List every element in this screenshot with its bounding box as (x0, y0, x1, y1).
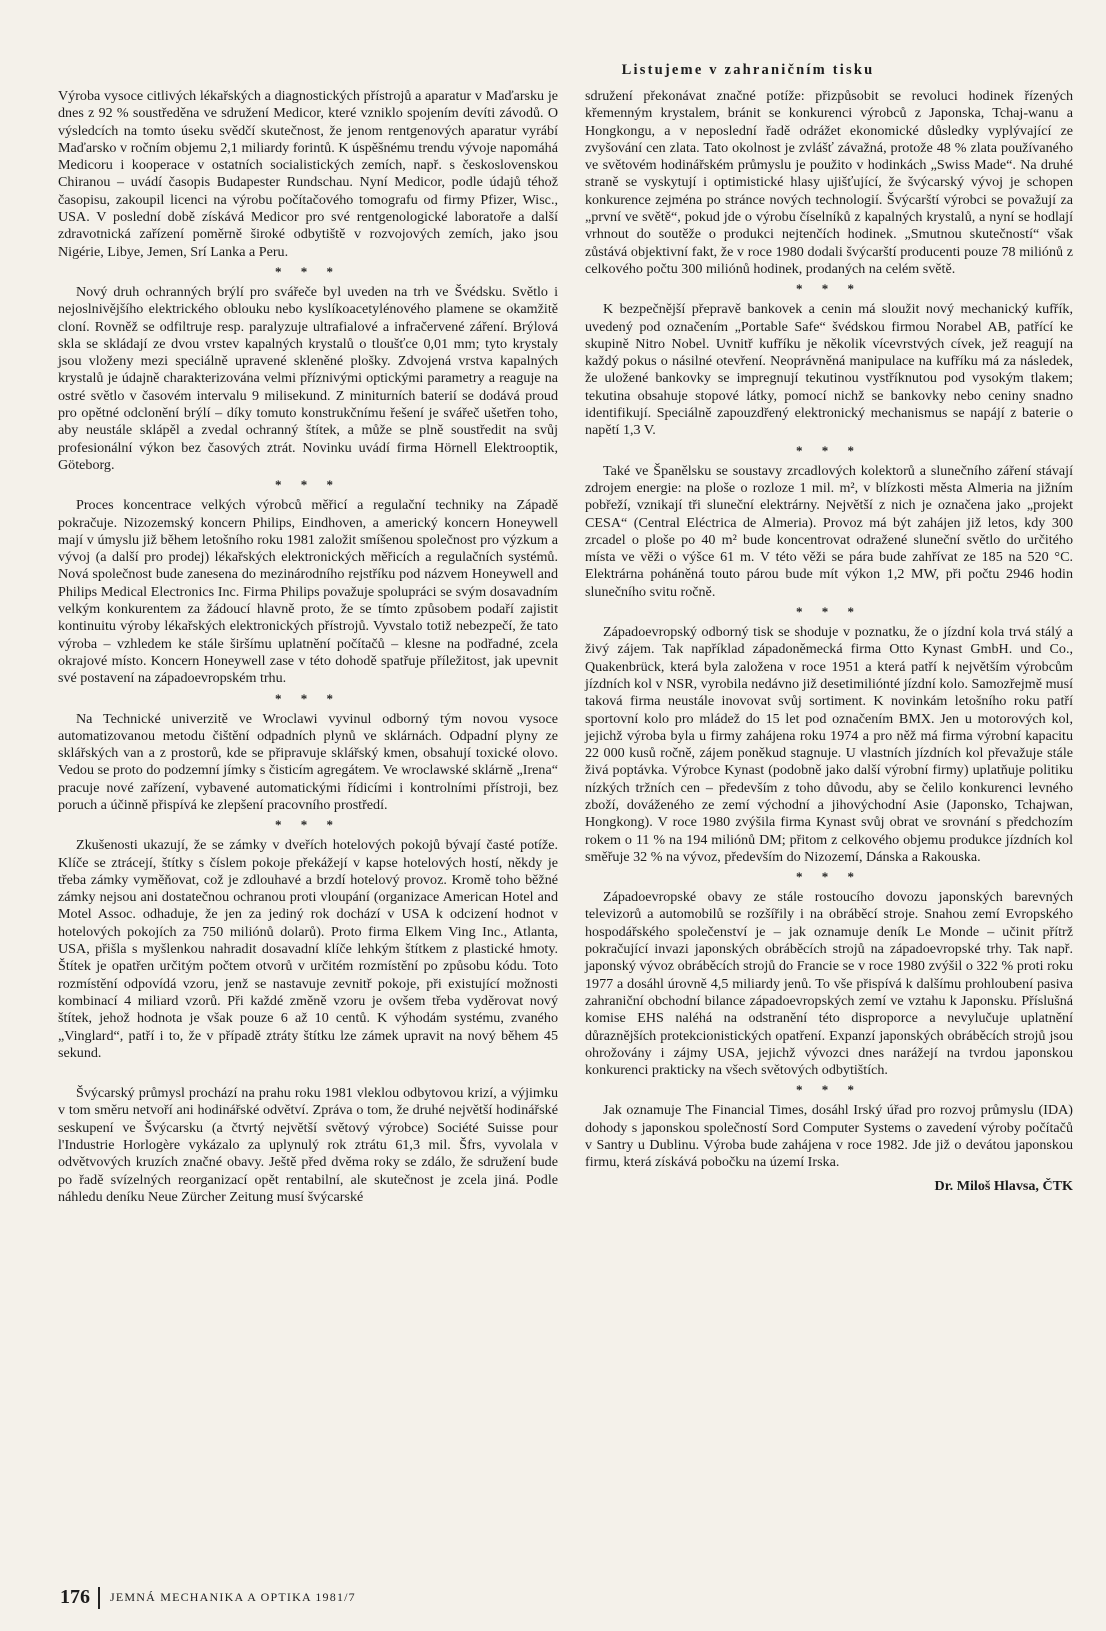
article-portable-safe: K bezpečnější přepravě bankovek a cenin má sloužit nový mechanický kufřík, uvedený pod označením „Portable Safe“ švédskou firmou Norabel AB, patřící ke skupině Nitro Nobel. Uvnitř kufříku je několik vícevrstvých cívek, jež reagují na každý pokus o násilné otevření. Neoprávněná manipulace na kufříku má za následek, že uložené bankovky se impregnují tekutinou vystříknutou pod vysokým tlakem; tekutina obsahuje stopové látky, pomocí nichž se bankovky nebo ceniny snadno identifikují. Speciálně zapouzdřený elektronický mechanismus se napájí z baterie o napětí 1,3 V. (585, 301, 1073, 439)
separator: * * * (275, 263, 341, 279)
article-machine-tools: Západoevropské obavy ze stále rostoucího dovozu japonských barevných televizorů a automobilů se rozšířily i na obráběcí stroje. Snahou zemí Evropského hospodářského společenství je – jak oznamuje deník Le Monde – učinit přítrž pokračující invazi japonských obráběcích strojů na západoevropské trhy. Tak např. japonský vývoz obráběcích strojů do Francie se v roce 1980 zvýšil o 322 % proti roku 1977 a dosáhl úrovně 4,5 miliardy jenů. To vše přispívá k dalšímu prohloubení pasiva zahraniční obchodní bilance západoevropských zemí ve vztahu k Japonsku. Příslušná komise EHS naléhá na odstranění této disproporce a nevylučuje uplatnění důraznějších protekcionistických opatření. Expanzí japonských obráběcích strojů jsou ohrožovány i zájmy USA, jejichž vývozci dnes narážejí na tvrdou japonskou konkurenci prakticky na všech světových odbytištích. (585, 889, 1073, 1079)
signature: Dr. Miloš Hlavsa, ČTK (934, 1177, 1073, 1194)
page-number: 176 (60, 1586, 90, 1608)
footer-divider (98, 1587, 100, 1609)
separator: * * * (275, 817, 341, 833)
article-welding-goggles: Nový druh ochranných brýlí pro svářeče byl uveden na trh ve Švédsku. Světlo i nejoslnivějšího elektrického oblouku nebo kyslíkoacetylénového plamene se okamžitě cloní. Rovněž se odfiltruje resp. paralyzuje ultrafialové a infračervené záření. Brýlová skla se skládají ze dvou vrstev kapalných krystalů o tloušťce 0,01 mm; tyto krystaly jsou vloženy mezi speciálně upravené skleněné plošky. Zdvojená vrstva kapalných krystalů je údajně charakterizována velmi příznivými optickými parametry a reaguje na ostré světlo v časovém intervalu 9 milisekund. Z miniturních baterií se dodává proud pro opětné odclonění brýlí – díky tomuto konstrukčnímu řešení je svářeč ušetřen toho, aby neustále sklápěl a zvedal ochranný štítek, a může se plně soustředit na svůj profesionální výkon bez časových ztrát. Novinku uvádí firma Hörnell Elektrooptik, Göteborg. (58, 283, 558, 473)
separator: * * * (275, 477, 341, 493)
article-swiss-watch-cont: sdružení překonávat značné potíže: přizpůsobit se revoluci hodinek řízených křemenným krystalem, bránit se konkurenci výrobců z Japonska, Tchaj-wanu a Hongkongu, a v neposlední řadě odrážet ekonomické důsledky vyplývající ze zvyšování cen zlata. Tato okolnost je zvlášť závažná, protože 48 % zlata používaného ve světovém hodinářském průmyslu je použito v hodinkách „Swiss Made“. Na druhé straně se vyskytují i optimistické hlasy ujišťující, že švýcarský vývoj je schopen konkurence zejména po stránce nových technologií. Švýcarští výrobci se považují za „první ve světě“, pokud jde o výrobu číselníků z kapalných krystalů, a nyní se hodlají vrhnout do soutěže o produkci nejtenčích hodinek. „Smutnou skutečností“ však zůstává objektivní fakt, že v roce 1980 dodali švýcarští producenti pouze 78 miliónů z celkového počtu 300 miliónů hodinek, prodaných na celém světě. (585, 88, 1073, 277)
left-column (58, 88, 558, 1206)
article-solar-spain: Také ve Španělsku se soustavy zrcadlových kolektorů a slunečního záření stávají zdrojem energie: na ploše o rozloze 1 mil. m², v blízkosti města Almeria na jižním pobřeží, vznikají tři sluneční elektrárny. Největší z nich je označena jako „projekt CESA“ (Central Eléctrica de Almeria). Provoz má být zahájen již letos, kdy 300 zrcadel o ploše po 40 m² bude koncentrovat odražené sluneční světlo do určitého místa ve věži o výšce 61 m. V této věži se pára bude zahřívat ze 185 na 520 °C. Elektrárna poháněná touto párou bude mít výkon 1,2 MW, při počtu 2946 hodin slunečního svitu ročně. (585, 462, 1073, 600)
separator: * * * (796, 1082, 862, 1098)
article-ireland-sord: Jak oznamuje The Financial Times, dosáhl Irský úřad pro rozvoj průmyslu (IDA) dohody s japonskou společností Sord Computer Systems o zavedení výroby počítačů v Santry u Dublinu. Výroba bude zahájena v roce 1982. Jde již o devátou japonskou firmu, která získává pobočku na území Irska. (585, 1102, 1073, 1171)
article-hotel-locks: Zkušenosti ukazují, že se zámky v dveřích hotelových pokojů bývají časté potíže. Klíče se ztrácejí, štítky s číslem pokoje překážejí v kapse hotelových hostí, někdy je třeba zámky vyměňovat, což je zdlouhavé a brzdí hotelový provoz. Kromě toho běžné zámky nejsou ani dostatečnou ochranou proti vloupání (organizace American Hotel and Motel Assoc. odhaduje, že jen za jediný rok dochází v USA k odcizení hodnot v hotelových pokojích za 750 miliónů dolarů). Proto firma Elkem Ving Inc., Atlanta, USA, přišla s myšlenkou nahradit dosavadní klíče lehkým štítkem z plastické hmoty. Štítek je opatřen určitým počtem otvorů v určitém rozmístění po způsobu kódu. Toto rozmístění odpovídá vzoru, jenž se nastavuje zevnitř pokoje, při existující možnosti kombinací 4 miliard vzorů. Při každé změně vzoru je ovšem třeba vyděrovat nový štítek, jehož hodnota je však pouze 6 až 10 centů. K výhodám systému, zvaného „Vinglard“, patří i to, že v případě ztráty štítku lze zámek upravit na nový během 45 sekund. (58, 837, 558, 1061)
separator: * * * (796, 442, 862, 458)
page-footer (60, 1586, 356, 1609)
article-wroclaw: Na Technické univerzitě ve Wroclawi vyvinul odborný tým novou vysoce automatizovanou metodu čištění odpadních plynů ve sklárnách. Odpadní plyny ze sklářských van a z prostorů, kde se připravuje sklářský kmen, obsahují toxické olovo. Vedou se proto do podzemní jímky s čisticím agregátem. Ve wroclawské sklárně „Irena“ pracuje nové zařízení, vybavené automatickými řídicími i kontrolními přístroji, bez poruch a účinně přispívá ke zlepšení pracovního prostředí. (58, 710, 558, 813)
section-title: Listujeme v zahraničním tisku (621, 62, 875, 78)
article-philips-honeywell: Proces koncentrace velkých výrobců měřicí a regulační techniky na Západě pokračuje. Nizozemský koncern Philips, Eindhoven, a americký koncern Honeywell mají v úmyslu již během letošního roku 1981 založit smíšenou společnost pro výzkum a vývoj (a další pro prodej) lékařských elektronických měřicích a regulačních systémů. Nová společnost bude zanesena do mezinárodního rejstříku pod názvem Honeywell and Philips Medical Electronics Inc. Firma Philips považuje spolupráci se svým dosavadním velkým konkurentem za žádoucí hlavně proto, že se tímto způsobem podaří zajistit kontinuitu výroby lékařských elektronických přístrojů. Vyvstalo totiž nebezpečí, že tato výroba – vzhledem ke stále širšímu uplatnění počítačů – klesne na podřadné, zcela okrajové místo. Koncern Honeywell zase v této dohodě spatřuje příležitost, jak upevnit své postavení na západoevropském trhu. (58, 497, 558, 687)
separator: * * * (796, 604, 862, 620)
right-column (585, 88, 1073, 1195)
journal-name: JEMNÁ MECHANIKA A OPTIKA 1981/7 (110, 1590, 356, 1604)
separator: * * * (275, 690, 341, 706)
separator: * * * (796, 869, 862, 885)
article-bicycles: Západoevropský odborný tisk se shoduje v poznatku, že o jízdní kola trvá stálý a živý zájem. Tak například západoněmecká firma Otto Kynast GmbH. und Co., Quakenbrück, která byla založena v roce 1951 a která patří k největším výrobcům jízdních kol v NSR, vyrobila nedávno již desetimiliónté jízdní kolo. Samozřejmě musí taková firma neustále inovovat svůj sortiment. K novinkám letošního roku patří sportovní kolo pro mládež do 15 let pod označením BMX. Jen u motorových kol, jejichž výroba byla u firmy zahájena roku 1974 a pro něž má firma výrobní kapacitu 22 000 kusů ročně, zájem poněkud stagnuje. U vlastních jízdních kol převažuje stále živá poptávka. Výrobce Kynast (podobně jako další výrobní firmy) uplatňuje politiku nízkých tržních cen – především z toho důvodu, aby se čelilo konkurenci levného zboží, dováženého ze zemí východní a jihovýchodní Asie (Japonsko, Tchajwan, Hongkong). V roce 1980 zvýšila firma Kynast svůj obrat ve srovnání s předchozím rokem o 11 % na 194 miliónů DM; přitom z celkového objemu produkce jízdních kol směřuje 32 % na vývoz, především do Nizozemí, Dánska a Rakouska. (585, 624, 1073, 865)
article-medicor: Výroba vysoce citlivých lékařských a diagnostických přístrojů a aparatur v Maďarsku je dnes z 92 % soustředěna ve sdružení Medicor, které vzniklo spojením devíti závodů. O výsledcích na tomto úseku svědčí skutečnost, že jenom rentgenových aparatur vyrábí Maďarsko v ročním objemu 2,1 miliardy forintů. K úspěšnému trendu vývoje napomáhá Medicoru i kooperace v ostatních socialistických zemích, např. s československou Chiranou – uvádí časopis Budapester Rundschau. Nyní Medicor, podle údajů téhož časopisu, zakoupil licenci na výrobu počítačového tomografu od firmy Pfizer, Wisc., USA. V poslední době získává Medicor pro své rentgenologické laboratoře a další zdravotnická zařízení poměrně široké odbytiště v rozvojových zemích, jako jsou Nigérie, Libye, Jemen, Srí Lanka a Peru. (58, 88, 558, 260)
separator: * * * (796, 281, 862, 297)
article-swiss-watch-start: Švýcarský průmysl prochází na prahu roku 1981 vleklou odbytovou krizí, a výjimku v tom směru netvoří ani hodinářské odvětví. Zpráva o tom, že druhé největší hodinářské seskupení ve Švýcarsku (a čtvrtý největší světový výrobce) Société Suisse pour l'Industrie Horlogère vykázalo za uplynulý rok ztrátu 61,3 mil. Šfrs, vyvolala v odvětvových kruzích značné obavy. Ještě před dvěma roky se zdálo, že sdružení bude po řadě svízelných reorganizací opět rentabilní, ale skutečnost je zcela jiná. Podle náhledu deníku Neue Zürcher Zeitung musí švýcarské (58, 1085, 558, 1205)
